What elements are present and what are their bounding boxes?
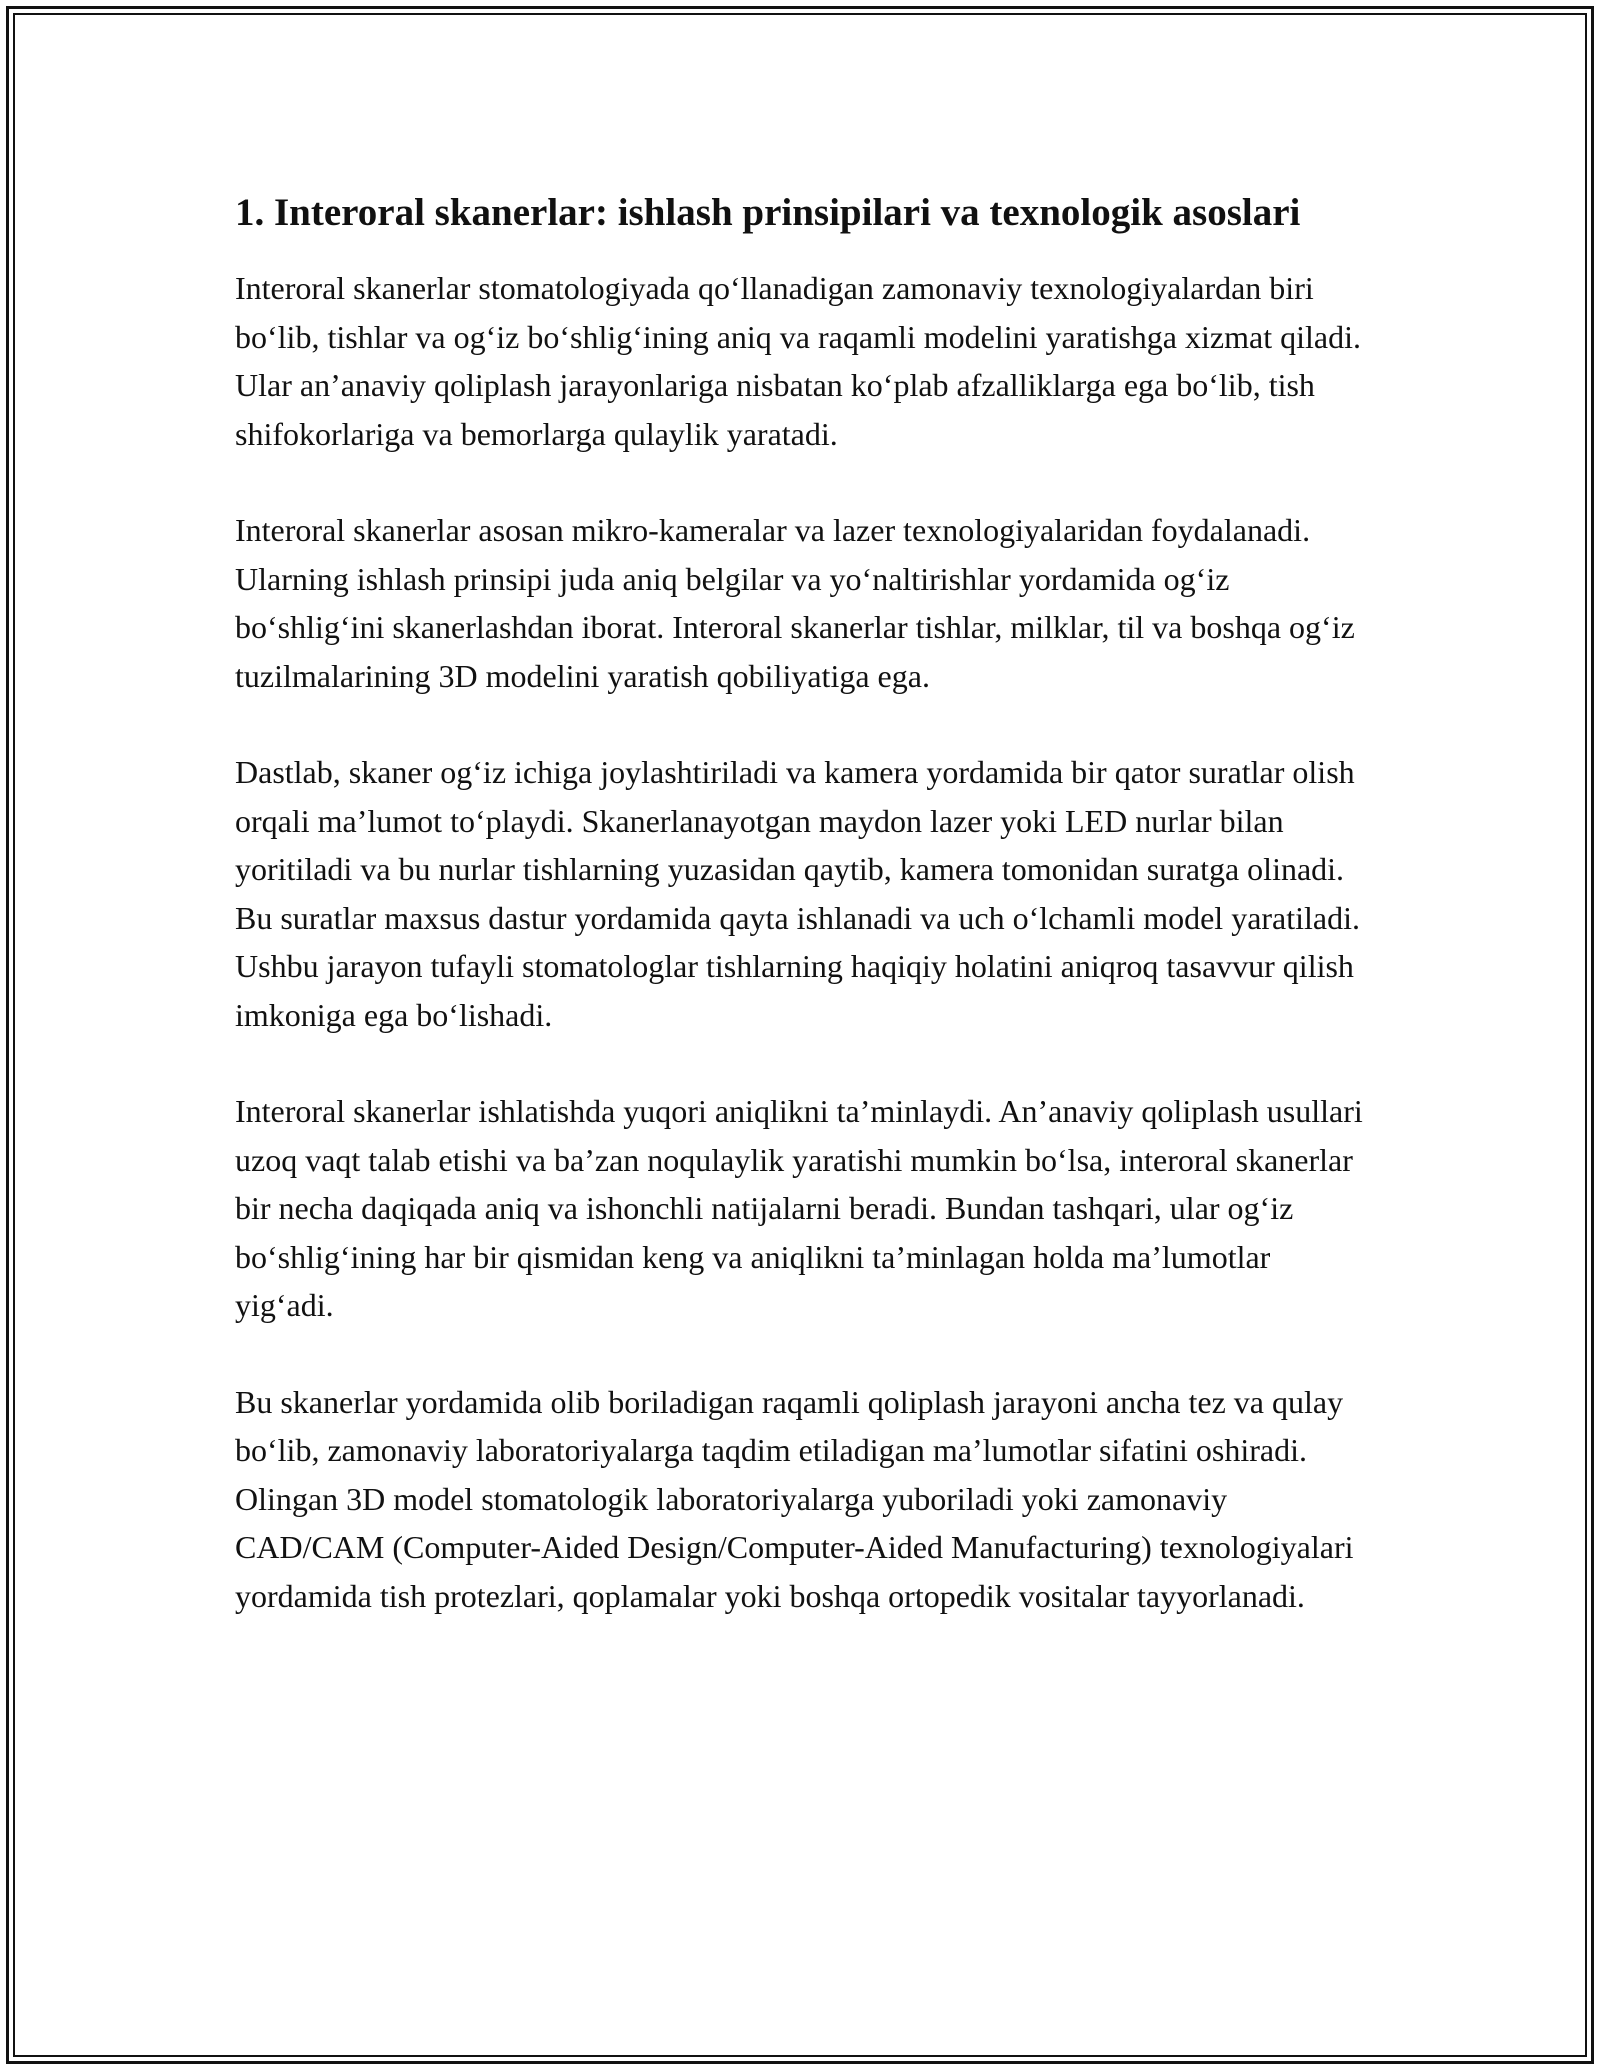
section-heading: 1. Interoral skanerlar: ishlash prinsipilari va texnologik asoslari [235, 191, 1301, 234]
paragraph-1: Interoral skanerlar stomatologiyada qo‘llanadigan zamonaviy texnologiyalardan biri bo‘lib, tishlar va og‘iz bo‘shlig‘ining aniq va raqamli modelini yaratishga xizmat qiladi. Ular an’anaviy qoliplash jarayonlariga nisbatan ko‘plab afzalliklarga ega bo‘lib, tish shifokorlariga va bemorlarga qulaylik yaratadi. [235, 270, 1361, 452]
paragraph-5: Bu skanerlar yordamida olib boriladigan raqamli qoliplash jarayoni ancha tez va qulay bo‘lib, zamonaviy laboratoriyalarga taqdim etiladigan ma’lumotlar sifatini oshiradi. Olingan 3D model stomatologik laboratoriyalarga yuboriladi yoki zamonaviy CAD/CAM (Computer-Aided Design/Computer-Aided Manufacturing) texnologiyalari yordamida tish protezlari, qoplamalar yoki boshqa ortopedik vositalar tayyorlanadi. [235, 1383, 1354, 1614]
document-content [235, 185, 1375, 1668]
paragraph-4: Interoral skanerlar ishlatishda yuqori aniqlikni ta’minlaydi. An’anaviy qoliplash usullari uzoq vaqt talab etishi va ba’zan noqulaylik yaratishi mumkin bo‘lsa, interoral skanerlar bir necha daqiqada aniq va ishonchli natijalarni beradi. Bundan tashqari, ular og‘iz bo‘shlig‘ining har bir qismidan keng va aniqlikni ta’minlagan holda ma’lumotlar yig‘adi. [235, 1093, 1363, 1323]
paragraph-3: Dastlab, skaner og‘iz ichiga joylashtiriladi va kamera yordamida bir qator suratlar olish orqali ma’lumot to‘playdi. Skanerlanayotgan maydon lazer yoki LED nurlar bilan yoritiladi va bu nurlar tishlarning yuzasidan qaytib, kamera tomonidan suratga olinadi. Bu suratlar maxsus dastur yordamida qayta ishlanadi va uch o‘lchamli model yaratiladi. Ushbu jarayon tufayli stomatologlar tishlarning haqiqiy holatini aniqroq tasavvur qilish imkoniga ega bo‘lishadi. [235, 754, 1361, 1033]
paragraph-2: Interoral skanerlar asosan mikro-kameralar va lazer texnologiyalaridan foydalanadi. Ularning ishlash prinsipi juda aniq belgilar va yo‘naltirishlar yordamida og‘iz bo‘shlig‘ini skanerlashdan iborat. Interoral skanerlar tishlar, milklar, til va boshqa og‘iz tuzilmalarining 3D modelini yaratish qobiliyatiga ega. [235, 512, 1355, 694]
